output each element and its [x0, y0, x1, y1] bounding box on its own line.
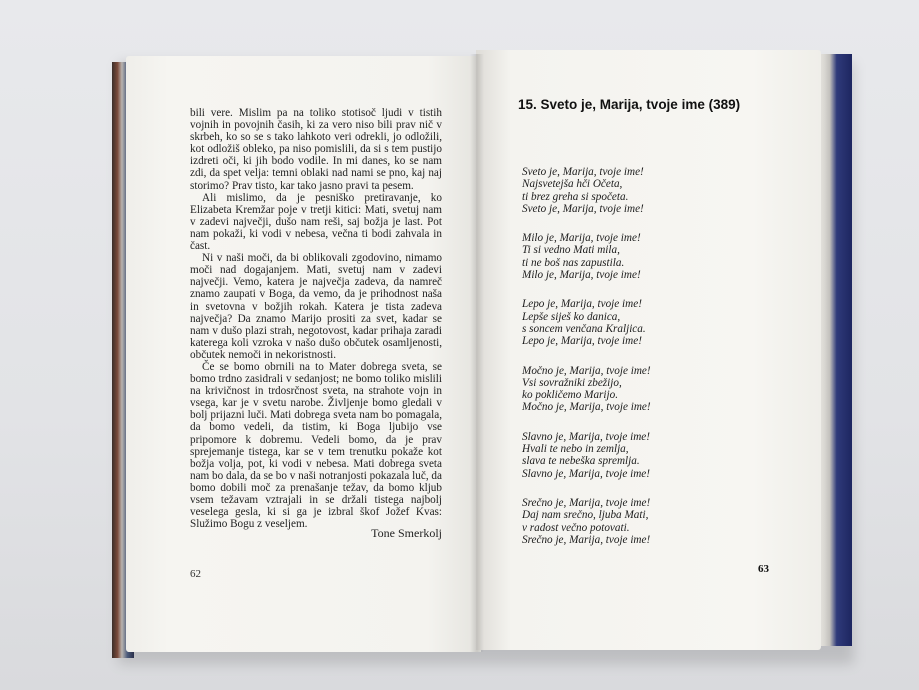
- verse-line: v radost večno potovati.: [522, 521, 630, 534]
- page-number-right: 63: [758, 563, 769, 575]
- verse-line: Sveto je, Marija, tvoje ime!: [522, 202, 644, 215]
- page-number-left: 62: [190, 568, 201, 580]
- verse-line: Lepo je, Marija, tvoje ime!: [522, 335, 642, 348]
- verse-line: Daj nam srečno, ljuba Mati,: [522, 509, 649, 522]
- verse-line: Milo je, Marija, tvoje ime!: [522, 269, 641, 282]
- hymn-text: [522, 166, 722, 563]
- stanza: [522, 232, 722, 281]
- verse-line: slava te nebeška spremlja.: [522, 455, 640, 468]
- verse-line: ko pokličemo Marijo.: [522, 389, 619, 402]
- verse-line: Najsvetejša hči Očeta,: [522, 178, 623, 191]
- stanza: [522, 431, 722, 480]
- verse-line: Vsi sovražniki zbežijo,: [522, 376, 622, 389]
- stanza: [522, 365, 722, 414]
- verse-line: Hvali te nebo in zemlja,: [522, 443, 629, 456]
- verse-line: Srečno je, Marija, tvoje ime!: [522, 496, 651, 509]
- verse-line: s soncem venčana Kraljica.: [522, 322, 646, 335]
- verse-line: Ti si vedno Mati mila,: [522, 244, 620, 257]
- book-gutter: [470, 54, 484, 652]
- verse-line: Srečno je, Marija, tvoje ime!: [522, 533, 651, 546]
- verse-line: Slavno je, Marija, tvoje ime!: [522, 430, 651, 443]
- left-page-text: [190, 107, 442, 530]
- hymn-title: 15. Sveto je, Marija, tvoje ime (389): [518, 97, 741, 112]
- book-cover-right-edge: [818, 54, 852, 646]
- verse-line: Lepo je, Marija, tvoje ime!: [522, 298, 642, 311]
- verse-line: ti brez greha si spočeta.: [522, 190, 629, 203]
- stanza: [522, 166, 722, 215]
- verse-line: Sveto je, Marija, tvoje ime!: [522, 166, 644, 178]
- paragraph-3: Ni v naši moči, da bi oblikovali zgodovino, nimamo moči nad dogajanjem. Mati, svetuj nam v zadevi največji. Vemo, katera je največja zadeva, da namreč znamo zaupati v Boga, da vemo, da je prihodnost naša in svetovna v božjih rokah. Katera je tista zadeva največja? Da znamo Marijo prositi za svet, kadar se nam v dušo plazi strah, negotovost, kadar prihaja zaradi katerega koli vzroka v našo dušo občutek osamljenosti, občutek nemoči in nekoristnosti.: [190, 252, 442, 361]
- paragraph-4: Če se bomo obrnili na to Mater dobrega sveta, se bomo trdno zasidrali v sedanjost; ne bomo toliko mislili na krivičnost in trdosrčnost sveta, na strahote vojn in vsega, kar je v svetu narobe. Življenje bomo gledali v bolj prijazni luči. Mati dobrega sveta nam bo pomagala, da bomo vedeli, da tistim, ki Boga ljubijo vse pripomore k dobremu. Vedeli bomo, da je prav sprejemanje tistega, kar se v tem trenutku pokaže kot božja volja, pot, ki vodi v nebesa. Mati dobrega sveta nam bo dala, da se bo v naši notranjosti pokazala luč, da bomo dobili moč za prenašanje težav, da bomo kljub vsem težavam vztrajali in se držali tistega najbolj veselega gesla, ki si ga je izbral škof Jožef Kvas: Služimo Bogu z veseljem.: [190, 360, 442, 531]
- stanza: [522, 497, 722, 546]
- verse-line: Močno je, Marija, tvoje ime!: [522, 364, 651, 377]
- paragraph-2: Ali mislimo, da je pesniško pretiravanje, ko Elizabeta Kremžar poje v tretji kitici: Mati, svetuj nam v zadevi največji, dušo nam reši, saj božja je last. Pot nam pokaži, ki vodi v nebesa, večna ti bodi zahvala in čast.: [190, 191, 442, 253]
- stanza: [522, 298, 722, 347]
- author-signature: Tone Smerkolj: [371, 526, 442, 540]
- paragraph-1: bili vere. Mislim pa na toliko stotisoč ljudi v tistih vojnih in povojnih časih, ki za vero niso bili prav nič v skrbeh, ko so se s tako lahkoto veri odrekli, jo odložili, kot odložiš obleko, pa niso pomislili, da si s tem pustijo izdreti oči, ki jih bodo vodile. In mi danes, ko se nam zdi, da spet velja: temni oblaki nad nami se pno, kaj naj storimo? Prav tisto, kar tako jasno pravi ta pesem.: [190, 107, 442, 192]
- verse-line: Lepše siješ ko danica,: [522, 310, 621, 323]
- verse-line: Slavno je, Marija, tvoje ime!: [522, 467, 651, 480]
- verse-line: ti ne boš nas zapustila.: [522, 256, 625, 269]
- verse-line: Močno je, Marija, tvoje ime!: [522, 401, 651, 414]
- verse-line: Milo je, Marija, tvoje ime!: [522, 232, 641, 245]
